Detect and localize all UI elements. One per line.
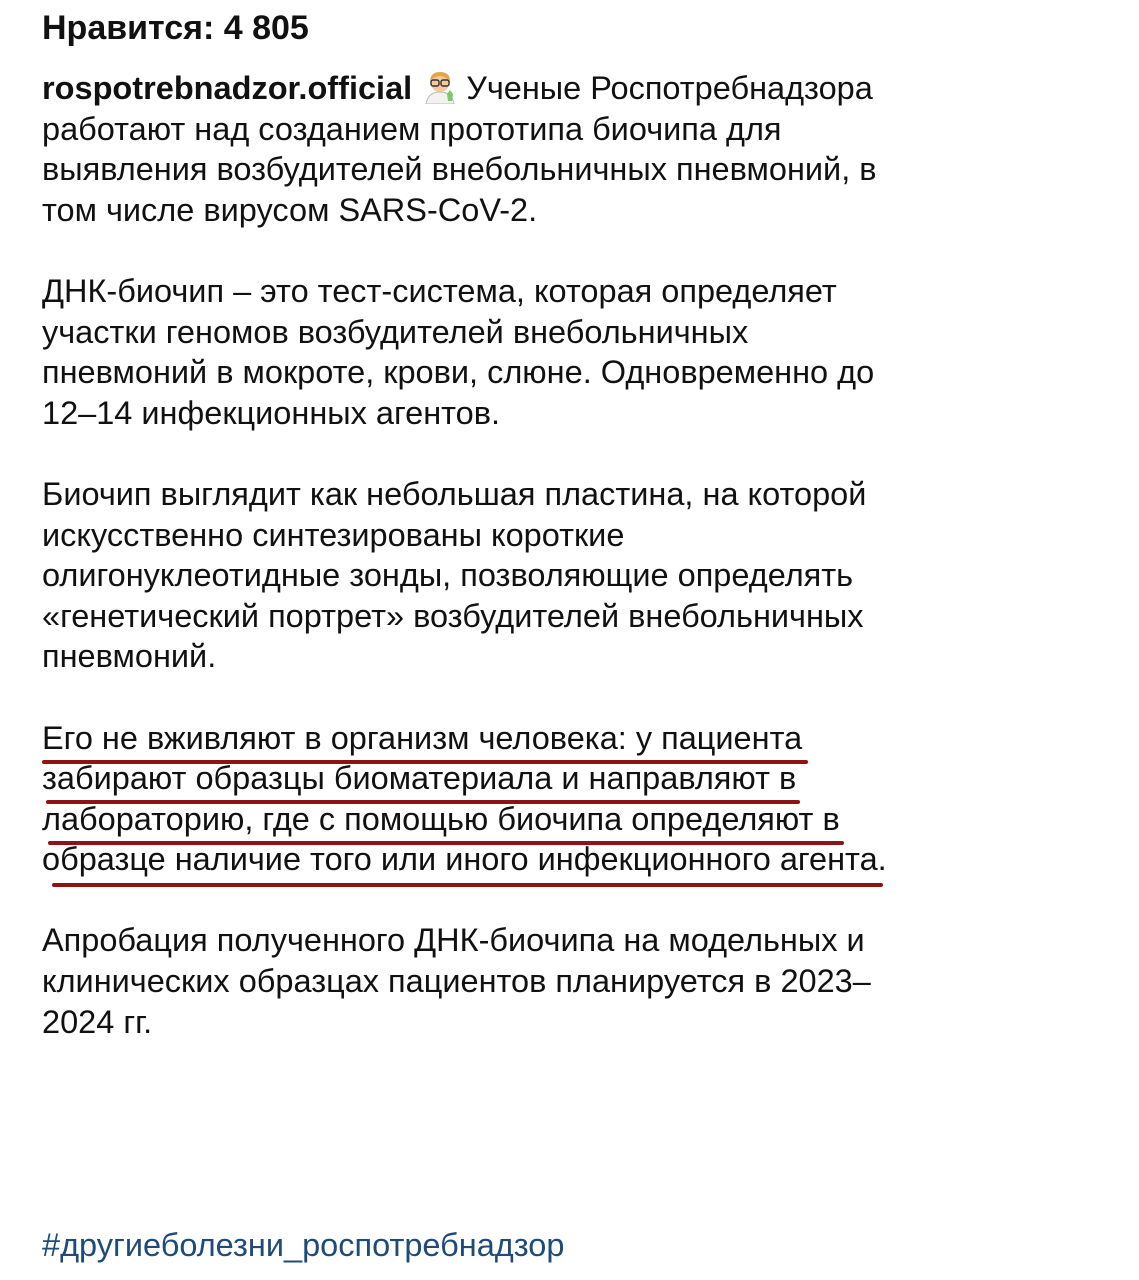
underlined-line-text: лабораторию, где с помощью биочипа определяют в [42,800,840,837]
caption-line-wrap [42,718,1112,759]
caption-paragraph-2 [42,271,1112,433]
red-underline [52,883,883,887]
caption-paragraph-4-underlined [42,718,1112,880]
underlined-line-text: забирают образцы биоматериала и направляют в [42,760,797,797]
caption-line: выявления возбудителей внебольничных пневмоний, в [42,151,877,188]
underlined-line-text: образце наличие того или иного инфекционного агента. [42,841,887,878]
underlined-line [42,718,802,759]
caption-line-wrap [42,758,1112,799]
username-link[interactable]: rospotrebnadzor.official [42,70,413,106]
underlined-line [42,839,887,880]
underlined-line [42,758,796,799]
caption-line: 2024 гг. [42,1003,153,1040]
caption-line-wrap [42,799,1112,840]
caption-line: олигонуклеотидные зонды, позволяющие определять [42,557,854,594]
paragraph-gap [42,433,1112,474]
caption-line: пневмоний в мокроте, крови, слюне. Одновременно до [42,354,875,391]
caption-line: клинических образцах пациентов планируется в 2023– [42,963,871,1000]
likes-count[interactable]: Нравится: 4 805 [42,9,309,47]
underlined-line-text: Его не вживляют в организм человека: у пациента [42,719,803,756]
woman-scientist-icon [420,70,460,104]
caption-line: Апробация полученного ДНК-биочипа на модельных и [42,922,865,959]
caption-line: пневмоний. [42,638,217,675]
caption-line-wrap [42,839,1112,880]
caption-paragraph-1 [42,68,1112,230]
caption-line: искусственно синтезированы короткие [42,516,625,553]
caption-paragraph-3 [42,474,1112,677]
paragraph-gap [42,230,1112,271]
caption-paragraph-5 [42,920,1112,1042]
caption-line: участки геномов возбудителей внебольничных [42,313,749,350]
underlined-line [42,799,840,840]
caption-line: том числе вирусом SARS-CoV-2. [42,191,538,228]
caption-line-text: Ученые Роспотребнадзора [466,70,873,106]
caption-line: ДНК-биочип – это тест-система, которая определяет [42,272,837,309]
hashtag-link[interactable]: #другиеболезни_роспотребнадзор [42,1227,565,1263]
caption-line: Биочип выглядит как небольшая пластина, на которой [42,475,867,512]
caption-line: «генетический портрет» возбудителей внебольничных [42,597,864,634]
caption-line: работают над созданием прототипа биочипа для [42,110,782,147]
caption-line: 12–14 инфекционных агентов. [42,394,501,431]
caption-line [42,68,1112,109]
paragraph-gap [42,677,1112,718]
post-caption [42,68,1112,1042]
